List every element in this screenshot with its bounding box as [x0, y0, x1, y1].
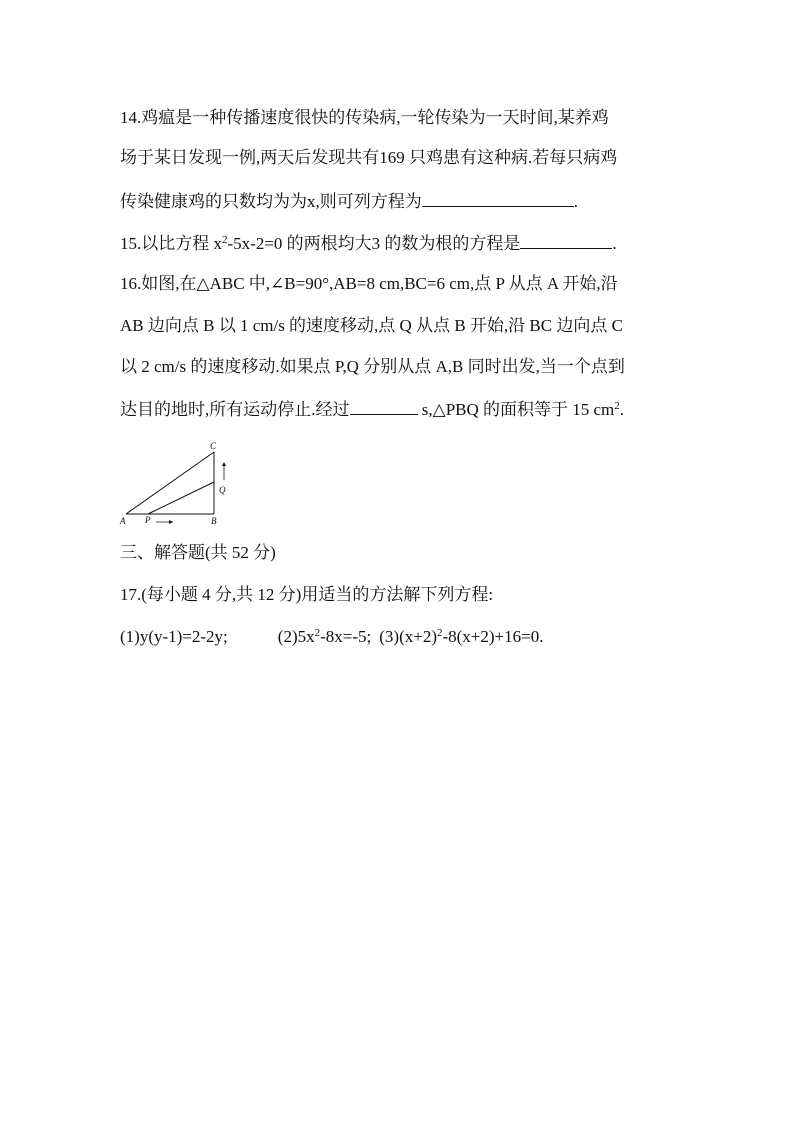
question-14-line-2: 场于某日发现一例,两天后发现共有169 只鸡患有这种病.若每只病鸡 — [120, 148, 618, 167]
question-17-part-2-post: -8x=-5; — [320, 627, 372, 646]
label-b: B — [211, 516, 217, 526]
question-17-parts — [120, 625, 543, 649]
question-17-part-3-post: -8(x+2)+16=0. — [442, 627, 544, 646]
question-17-part-3-exponent: 2 — [436, 627, 443, 639]
question-14-period: . — [573, 192, 578, 211]
question-14-text: 传染健康鸡的只数均为为x,则可列方程为 — [120, 192, 422, 211]
question-16-line-3: 以 2 cm/s 的速度移动.如果点 P,Q 分别从点 A,B 同时出发,当一个点到 — [120, 357, 625, 376]
question-17-part-2-exponent: 2 — [314, 627, 321, 639]
question-17-part-1: (1)y(y-1)=2-2y; — [120, 627, 228, 646]
answer-blank-15[interactable] — [520, 230, 612, 249]
question-16-text: 达目的地时,所有运动停止.经过 — [120, 400, 350, 419]
answer-blank-16[interactable] — [350, 396, 418, 415]
question-14-line-1: 14.鸡瘟是一种传播速度很快的传染病,一轮传染为一天时间,某养鸡 — [120, 108, 609, 127]
section-3-title: 三、解答题(共 52 分) — [120, 543, 276, 562]
question-17-part-3-pre: (3)(x+2) — [379, 627, 437, 646]
segment-pq — [148, 482, 214, 514]
question-16-period: . — [619, 400, 625, 419]
question-15 — [120, 230, 617, 256]
question-16-line-2: AB 边向点 B 以 1 cm/s 的速度移动,点 Q 从点 B 开始,沿 BC 边向点 C — [120, 316, 623, 335]
question-14-line-3 — [120, 188, 578, 214]
answer-blank-14[interactable] — [422, 188, 574, 207]
arrow-p-head — [169, 520, 173, 524]
label-p: P — [145, 515, 151, 525]
triangle-figure — [118, 438, 238, 528]
question-15-period: . — [612, 234, 617, 253]
question-17-stem: 17.(每小题 4 分,共 12 分)用适当的方法解下列方程: — [120, 585, 494, 604]
label-a: A — [120, 516, 126, 526]
label-c: C — [210, 441, 217, 451]
side-ac — [126, 452, 214, 514]
question-15-exponent: 2 — [222, 234, 228, 246]
question-16-line-4 — [120, 396, 624, 422]
question-16-text-2: s,△PBQ 的面积等于 15 cm — [417, 400, 615, 419]
question-17-part-2-pre: (2)5x — [277, 627, 315, 646]
question-16-exponent: 2 — [614, 400, 620, 412]
triangle-diagram — [118, 438, 238, 528]
question-15-prefix: 15.以比方程 x — [120, 234, 222, 253]
question-16-line-1: 16.如图,在△ABC 中,∠B=90°,AB=8 cm,BC=6 cm,点 P 从点 A 开始,沿 — [120, 274, 618, 293]
arrow-q-head — [222, 462, 226, 466]
question-15-suffix: -5x-2=0 的两根均大3 的数为根的方程是 — [227, 234, 521, 253]
label-q: Q — [219, 485, 226, 495]
